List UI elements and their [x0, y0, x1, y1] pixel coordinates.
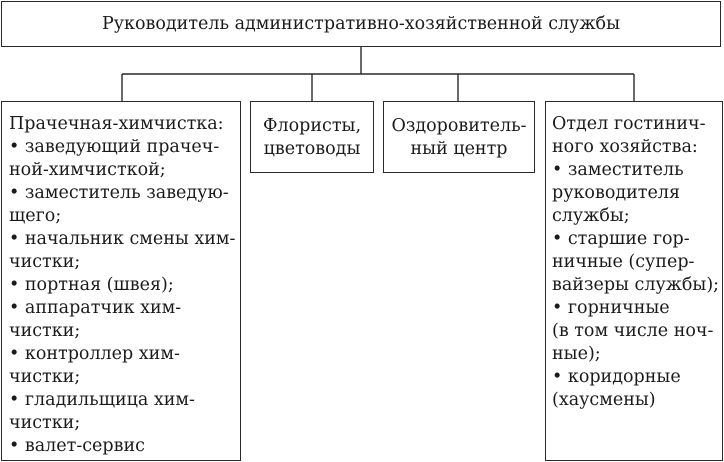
- housekeeping-lines: [552, 113, 719, 412]
- housekeeping-line: ничные (супер-: [552, 252, 695, 272]
- florists-lines: [251, 115, 373, 161]
- laundry-line: чистки;: [9, 321, 81, 341]
- housekeeping-line: • заместитель: [552, 160, 684, 180]
- laundry-line: чистки;: [9, 413, 81, 433]
- laundry-line: • контроллер хим-: [9, 344, 180, 364]
- housekeeping-line: • горничные: [552, 298, 670, 318]
- box-laundry: [1, 101, 241, 461]
- housekeeping-line: руководителя: [552, 183, 680, 203]
- laundry-line: чистки;: [9, 252, 81, 272]
- laundry-line: • аппаратчик хим-: [9, 298, 182, 318]
- housekeeping-line: вайзеры службы);: [552, 275, 720, 295]
- laundry-line: щего;: [9, 206, 62, 226]
- box-housekeeping: [545, 101, 723, 461]
- wellness-lines: [384, 115, 534, 161]
- root-box-director: [1, 1, 721, 47]
- housekeeping-line: Отдел гостинич-: [552, 114, 706, 134]
- laundry-line: ной-химчисткой;: [9, 160, 166, 180]
- box-florists: [250, 101, 374, 173]
- housekeeping-line: (хаусмены): [552, 390, 656, 410]
- florists-line: Флористы,: [262, 116, 362, 136]
- root-box-title: Руководитель административно-хозяйственной службы: [101, 14, 621, 34]
- laundry-line: чистки;: [9, 367, 81, 387]
- laundry-line: • гладильщица хим-: [9, 390, 195, 410]
- laundry-line: • заведующий прачеч-: [9, 137, 220, 157]
- laundry-line: Прачечная-химчистка:: [9, 114, 224, 134]
- laundry-line: • заместитель заведую-: [9, 183, 229, 203]
- housekeeping-line: • коридорные: [552, 367, 681, 387]
- laundry-line: • портная (швея);: [9, 275, 174, 295]
- wellness-line: ный центр: [410, 139, 508, 159]
- florists-line: цветоводы: [263, 139, 361, 159]
- box-wellness-center: [383, 101, 535, 173]
- wellness-line: Оздоровитель-: [391, 116, 527, 136]
- housekeeping-line: ные);: [552, 344, 601, 364]
- housekeeping-line: (в том числе ноч-: [552, 321, 714, 341]
- laundry-lines: [9, 113, 235, 458]
- housekeeping-line: службы;: [552, 206, 630, 226]
- housekeeping-line: • старшие гор-: [552, 229, 690, 249]
- laundry-line: • валет-сервис: [9, 436, 145, 456]
- housekeeping-line: ного хозяйства:: [552, 137, 698, 157]
- laundry-line: • начальник смены хим-: [9, 229, 236, 249]
